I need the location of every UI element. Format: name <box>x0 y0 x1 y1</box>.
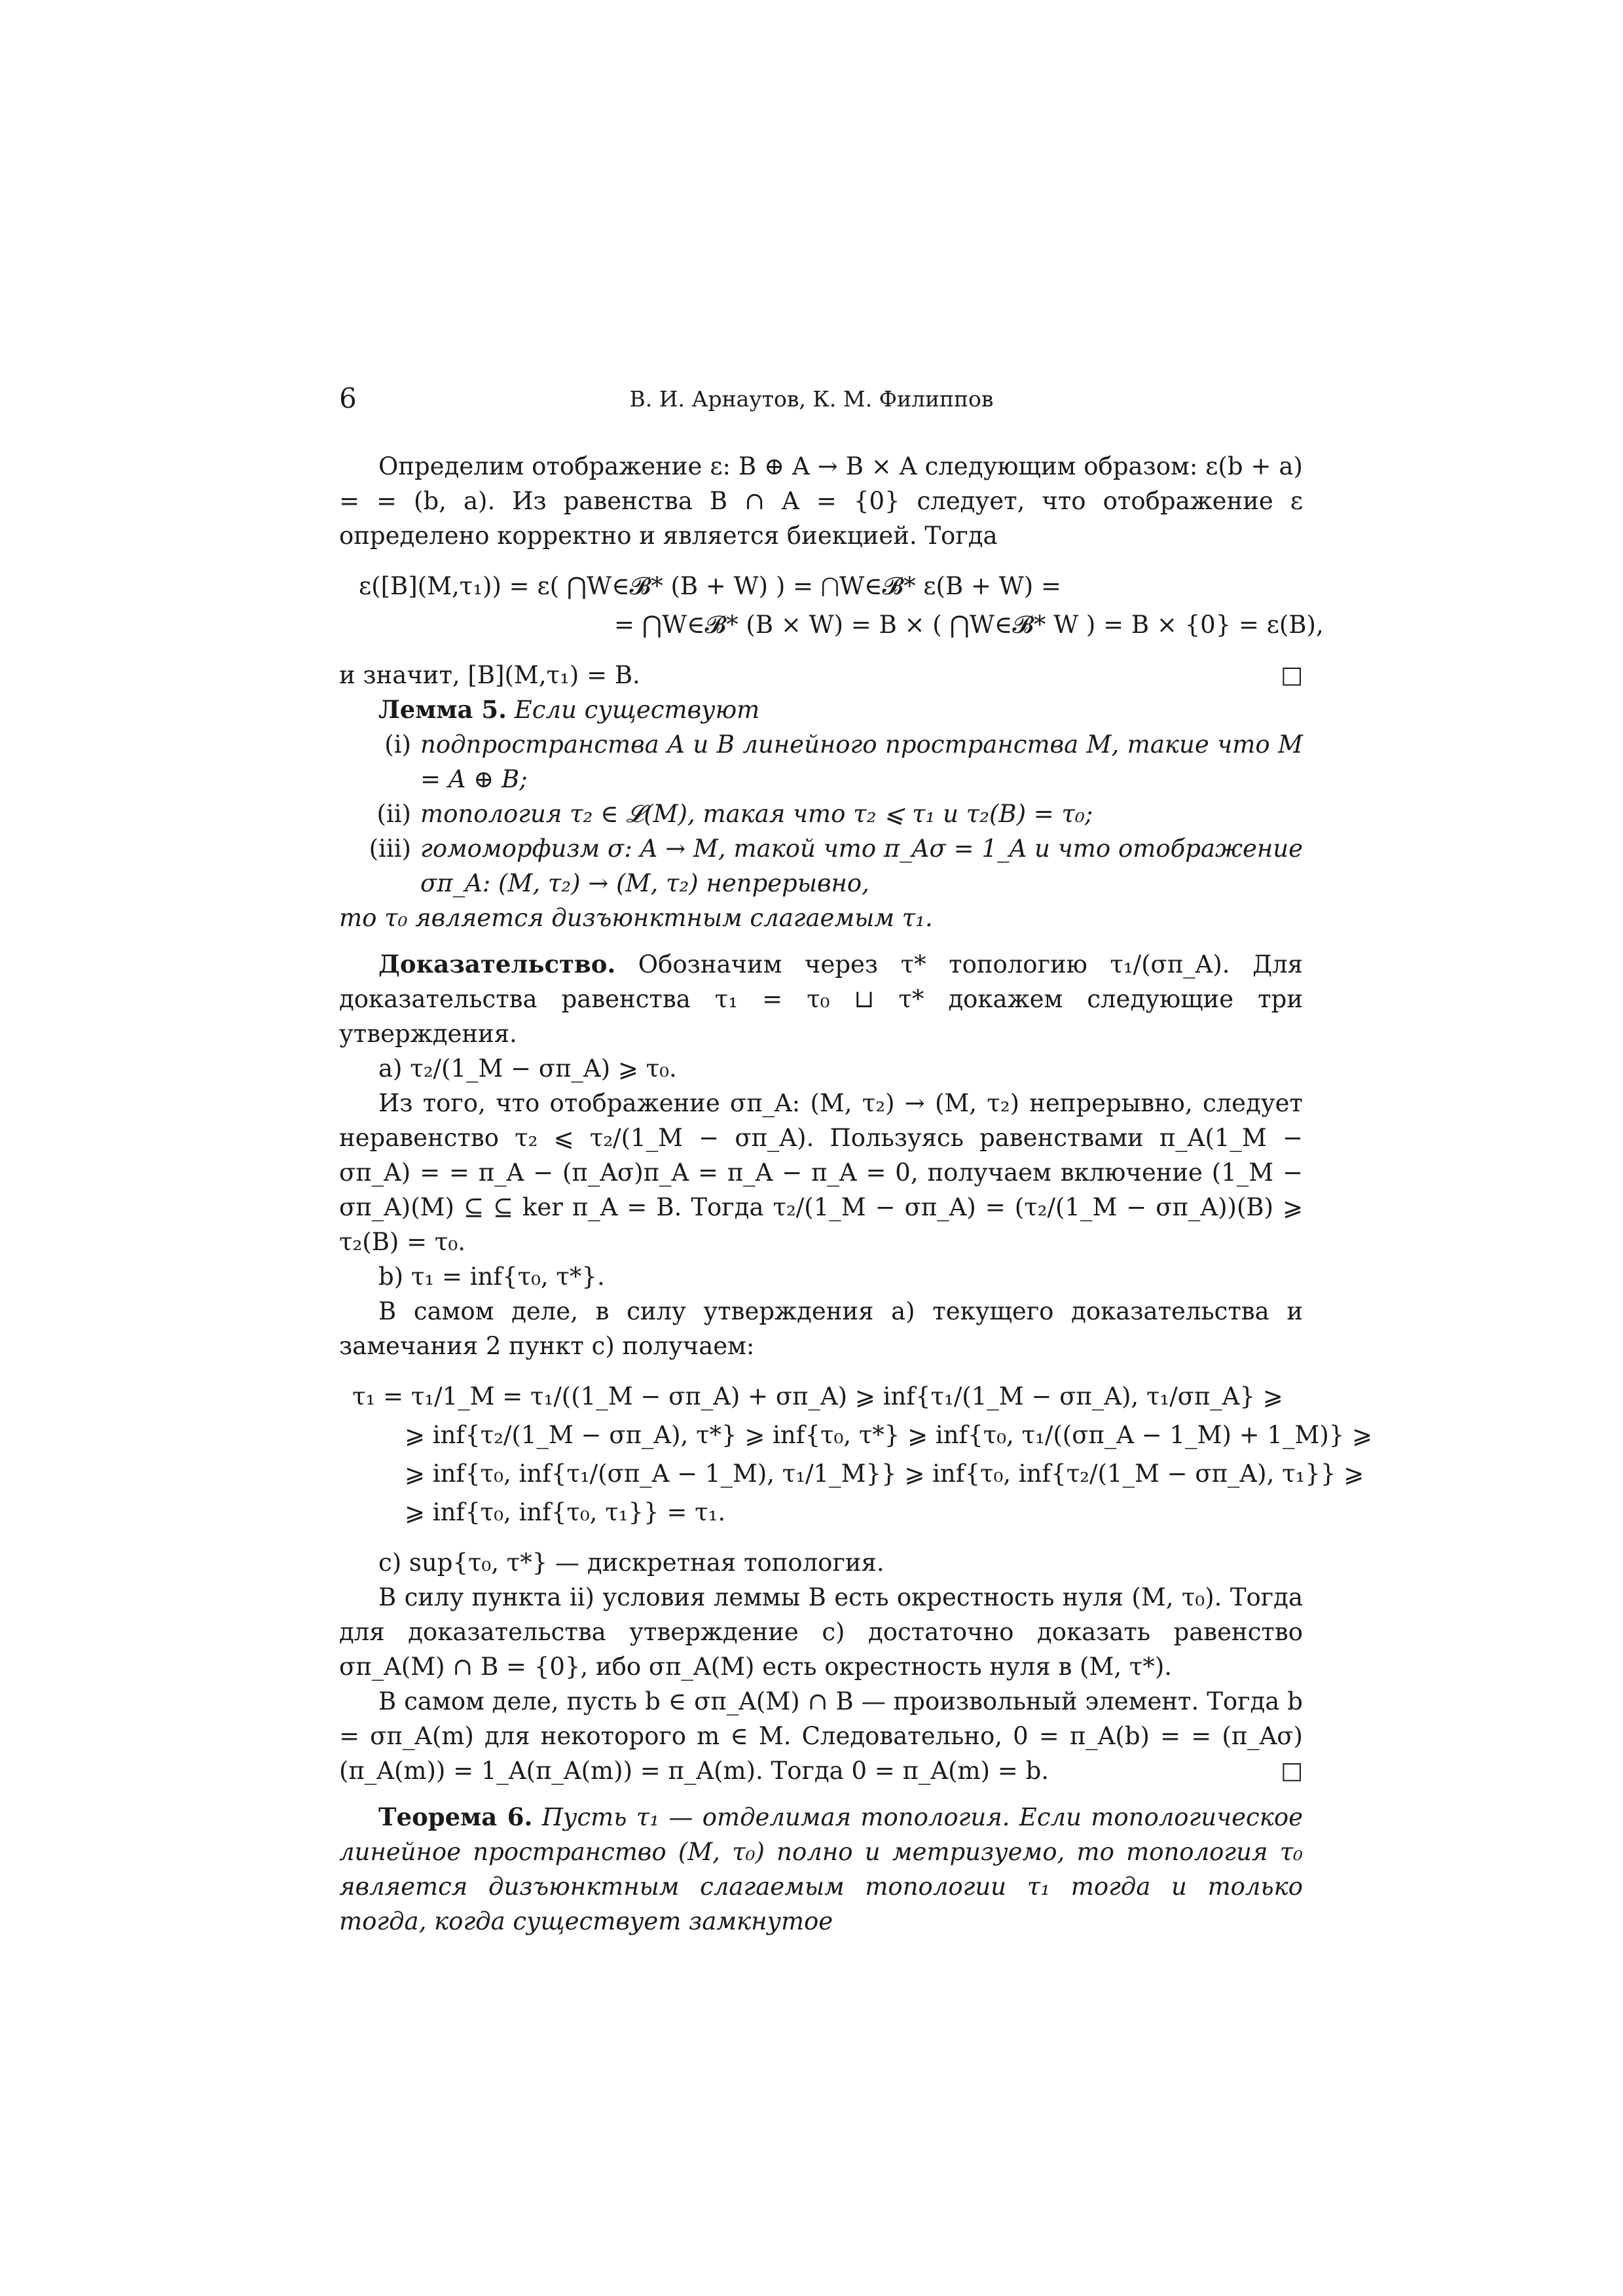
qed-symbol: □ <box>1280 1757 1303 1784</box>
lemma-item <box>339 797 1303 831</box>
lemma-item-text: гомоморфизм σ: A → M, такой что π_Aσ = 1_A и что отображение σπ_A: (M, τ₂) → (M, τ₂) непрерывно, <box>420 834 1303 897</box>
theorem-6 <box>339 1800 1303 1939</box>
lemma-item-text: подпространства A и B линейного пространства M, такие что M = A ⊕ B; <box>420 730 1303 793</box>
proof-final-text: В самом деле, пусть b ∈ σπ_A(M) ∩ B — произвольный элемент. Тогда b = σπ_A(m) для некоторого m ∈ M. Следовательно, 0 = π_A(b) = = (π_Aσ)(π_A(m)) = 1_A(π_A(m)) = π_A(m). Тогда 0 = π_A(m) = b. <box>339 1687 1303 1785</box>
running-header-authors: В. И. Арнаутов, К. М. Филиппов <box>629 386 994 412</box>
equation-chain-line: ⩾ inf{τ₀, inf{τ₀, τ₁}} = τ₁. <box>405 1498 726 1526</box>
claim-b-proof: В самом деле, в силу утверждения a) текущего доказательства и замечания 2 пункт c) получаем: <box>339 1297 1303 1360</box>
theorem-6-title: Теорема 6. <box>378 1803 533 1831</box>
lemma-item-label: (ii) <box>376 800 411 828</box>
equation-line-2: = ⋂W∈𝓑* (B × W) = B × ( ⋂W∈𝓑* W ) = B × {0} = ε(B), <box>614 611 1324 639</box>
claim-b: b) τ₁ = inf{τ₀, τ*}. <box>378 1263 605 1291</box>
equation-chain-line: ⩾ inf{τ₀, inf{τ₁/(σπ_A − 1_M), τ₁/1_M}} ⩾ inf{τ₀, inf{τ₂/(1_M − σπ_A), τ₁}} ⩾ <box>405 1460 1364 1488</box>
proof-final <box>339 1684 1303 1788</box>
claim-a-proof: Из того, что отображение σπ_A: (M, τ₂) → (M, τ₂) непрерывно, следует неравенство τ₂ ⩽ τ₂/(1_M − σπ_A). Пользуясь равенствами π_A(1_M − σπ_A) = = π_A − (π_Aσ)π_A = π_A − π_A = 0, получаем включение (1_M − σπ_A)(M) ⊆ ⊆ ker π_A = B. Тогда τ₂/(1_M − σπ_A) = (τ₂/(1_M − σπ_A))(B) ⩾ τ₂(B) = τ₀. <box>339 1089 1303 1256</box>
equation-line-1: ε([B](M,τ₁)) = ε( ⋂W∈𝓑* (B + W) ) = ⋂W∈𝓑* ε(B + W) = <box>359 572 1061 600</box>
theorem-6-text: Пусть τ₁ — отделимая топология. Если топологическое линейное пространство (M, τ₀) полно и метризуемо, то топология τ₀ является дизъюнктным слагаемым топологии τ₁ тогда и только тогда, когда существует замкнутое <box>339 1803 1303 1935</box>
proof-intro-text: Обозначим через τ* топологию τ₁/(σπ_A). Для доказательства равенства τ₁ = τ₀ ⊔ τ* докажем следующие три утверждения. <box>339 950 1303 1048</box>
lemma-5-lead: Если существуют <box>514 696 760 724</box>
equation-chain-line: τ₁ = τ₁/1_M = τ₁/((1_M − σπ_A) + σπ_A) ⩾ inf{τ₁/(1_M − σπ_A), τ₁/σπ_A} ⩾ <box>352 1382 1283 1410</box>
proof-title: Доказательство. <box>378 950 616 978</box>
conclusion-text: и значит, [B](M,τ₁) = B. <box>339 661 640 689</box>
claim-c-proof: В силу пункта ii) условия леммы B есть окрестность нуля (M, τ₀). Тогда для доказательства утверждение c) достаточно доказать равенство σπ_A(M) ∩ B = {0}, ибо σπ_A(M) есть окрестность нуля в (M, τ*). <box>339 1583 1303 1681</box>
lemma-item-label: (iii) <box>369 834 411 863</box>
paragraph-intro: Определим отображение ε: B ⊕ A → B × A следующим образом: ε(b + a) = = (b, a). Из равенства B ∩ A = {0} следует, что отображение ε определено корректно и является биекцией. Тогда <box>339 452 1303 550</box>
claim-a: a) τ₂/(1_M − σπ_A) ⩾ τ₀. <box>378 1054 677 1083</box>
equation-chain-line: ⩾ inf{τ₂/(1_M − σπ_A), τ*} ⩾ inf{τ₀, τ*} ⩾ inf{τ₀, τ₁/((σπ_A − 1_M) + 1_M)} ⩾ <box>405 1421 1373 1449</box>
paragraph-conclusion <box>339 658 1303 692</box>
proof-intro <box>339 947 1303 1051</box>
page-body <box>339 449 1373 1939</box>
lemma-item <box>339 831 1303 901</box>
lemma-item-text: топология τ₂ ∈ 𝓛(M), такая что τ₂ ⩽ τ₁ и τ₂(B) = τ₀; <box>420 800 1093 828</box>
equation-epsilon <box>339 569 1324 642</box>
lemma-item <box>339 727 1303 797</box>
lemma-item-label: (i) <box>384 730 411 759</box>
page-number: 6 <box>339 382 357 414</box>
lemma-5-heading <box>339 692 1303 727</box>
equation-inf-chain <box>339 1379 1373 1530</box>
lemma-5-title: Лемма 5. <box>378 695 507 724</box>
lemma-5-items <box>339 727 1303 901</box>
lemma-5-conclusion: то τ₀ является дизъюнктным слагаемым τ₁. <box>339 904 933 932</box>
qed-symbol: □ <box>1280 662 1303 689</box>
claim-c: c) sup{τ₀, τ*} — дискретная топология. <box>378 1549 884 1577</box>
